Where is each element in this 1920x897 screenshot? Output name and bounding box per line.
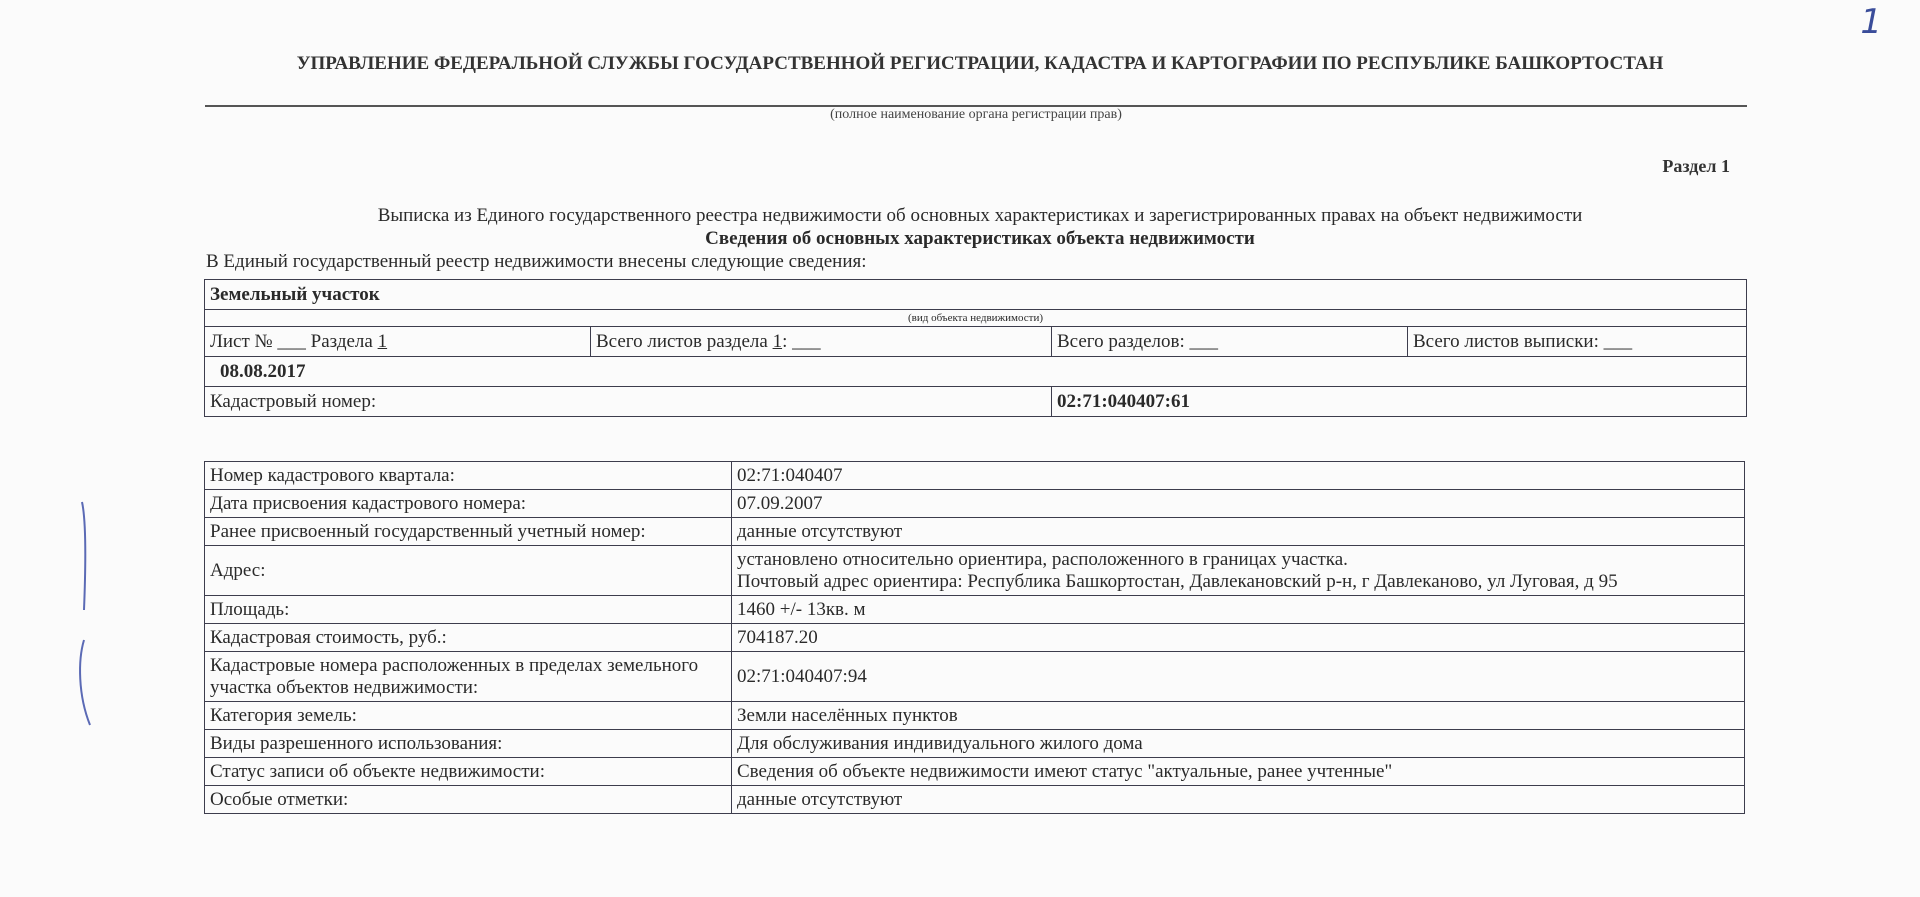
row-label: Категория земель: <box>205 702 732 730</box>
row-value: Для обслуживания индивидуального жилого дома <box>732 730 1745 758</box>
organization-name: УПРАВЛЕНИЕ ФЕДЕРАЛЬНОЙ СЛУЖБЫ ГОСУДАРСТВЕННОЙ РЕГИСТРАЦИИ, КАДАСТРА И КАРТОГРАФИИ ПО РЕСПУБЛИКЕ БАШКОРТОСТАН <box>296 53 1664 74</box>
cadastral-number-label: Кадастровый номер: <box>205 387 1052 417</box>
table-row <box>205 490 1745 518</box>
table-row <box>205 730 1745 758</box>
table-row <box>205 786 1745 814</box>
row-value: 1460 +/- 13кв. м <box>732 596 1745 624</box>
row-label: Ранее присвоенный государственный учетный номер: <box>205 518 732 546</box>
row-label: Адрес: <box>205 546 732 596</box>
table-row <box>205 462 1745 490</box>
row-label: Виды разрешенного использования: <box>205 730 732 758</box>
row-label: Дата присвоения кадастрового номера: <box>205 490 732 518</box>
row-label: Площадь: <box>205 596 732 624</box>
total-extract-sheets: Всего листов выписки: ___ <box>1408 327 1747 357</box>
total-sheets-value: 1 <box>772 330 783 352</box>
table-row <box>205 624 1745 652</box>
object-type-caption: (вид объекта недвижимости) <box>205 310 1747 327</box>
section-label: Раздел 1 <box>1662 156 1730 176</box>
row-value: 07.09.2007 <box>732 490 1745 518</box>
table-row <box>205 596 1745 624</box>
total-sheets-suffix: : ___ <box>782 330 821 352</box>
total-sections: Всего разделов: ___ <box>1052 327 1408 357</box>
total-sheets-cell <box>591 327 1052 357</box>
total-sheets-label: Всего листов раздела <box>596 330 768 352</box>
margin-pen-mark <box>72 500 102 730</box>
row-value: 704187.20 <box>732 624 1745 652</box>
row-label: Кадастровая стоимость, руб.: <box>205 624 732 652</box>
table-row <box>205 758 1745 786</box>
row-value: 02:71:040407 <box>732 462 1745 490</box>
object-header-table <box>204 279 1747 417</box>
address-line-2: Почтовый адрес ориентира: Республика Башкортостан, Давлекановский р-н, г Давлеканово, ул Луговая, д 95 <box>737 571 1618 592</box>
sheet-number-cell <box>205 327 591 357</box>
intro-text: В Единый государственный реестр недвижимости внесены следующие сведения: <box>206 251 867 272</box>
document-subtitle: Сведения об основных характеристиках объекта недвижимости <box>705 228 1255 249</box>
table-row <box>205 546 1745 596</box>
row-value: данные отсутствуют <box>732 786 1745 814</box>
sheet-section-number: 1 <box>377 330 388 352</box>
row-label: Номер кадастрового квартала: <box>205 462 732 490</box>
page-number-mark: 1 <box>1860 2 1882 42</box>
row-label: Особые отметки: <box>205 786 732 814</box>
table-row <box>205 518 1745 546</box>
row-label: Кадастровые номера расположенных в пределах земельного участка объектов недвижимости: <box>205 652 732 702</box>
characteristics-table <box>204 461 1745 814</box>
row-label: Статус записи об объекте недвижимости: <box>205 758 732 786</box>
extract-date: 08.08.2017 <box>205 357 1747 387</box>
sheet-label: Лист № ___ Раздела <box>210 330 373 352</box>
organization-caption: (полное наименование органа регистрации прав) <box>830 107 1122 122</box>
row-value: данные отсутствуют <box>732 518 1745 546</box>
address-value <box>732 546 1745 596</box>
row-value: Земли населённых пунктов <box>732 702 1745 730</box>
row-value: Сведения об объекте недвижимости имеют статус "актуальные, ранее учтенные" <box>732 758 1745 786</box>
table-row <box>205 652 1745 702</box>
object-type: Земельный участок <box>205 280 1747 310</box>
address-line-1: установлено относительно ориентира, расположенного в границах участка. <box>737 549 1348 570</box>
table-row <box>205 702 1745 730</box>
row-value: 02:71:040407:94 <box>732 652 1745 702</box>
document-title: Выписка из Единого государственного реестра недвижимости об основных характеристиках и зарегистрированных правах на объект недвижимости <box>377 205 1583 226</box>
cadastral-number: 02:71:040407:61 <box>1052 387 1747 417</box>
